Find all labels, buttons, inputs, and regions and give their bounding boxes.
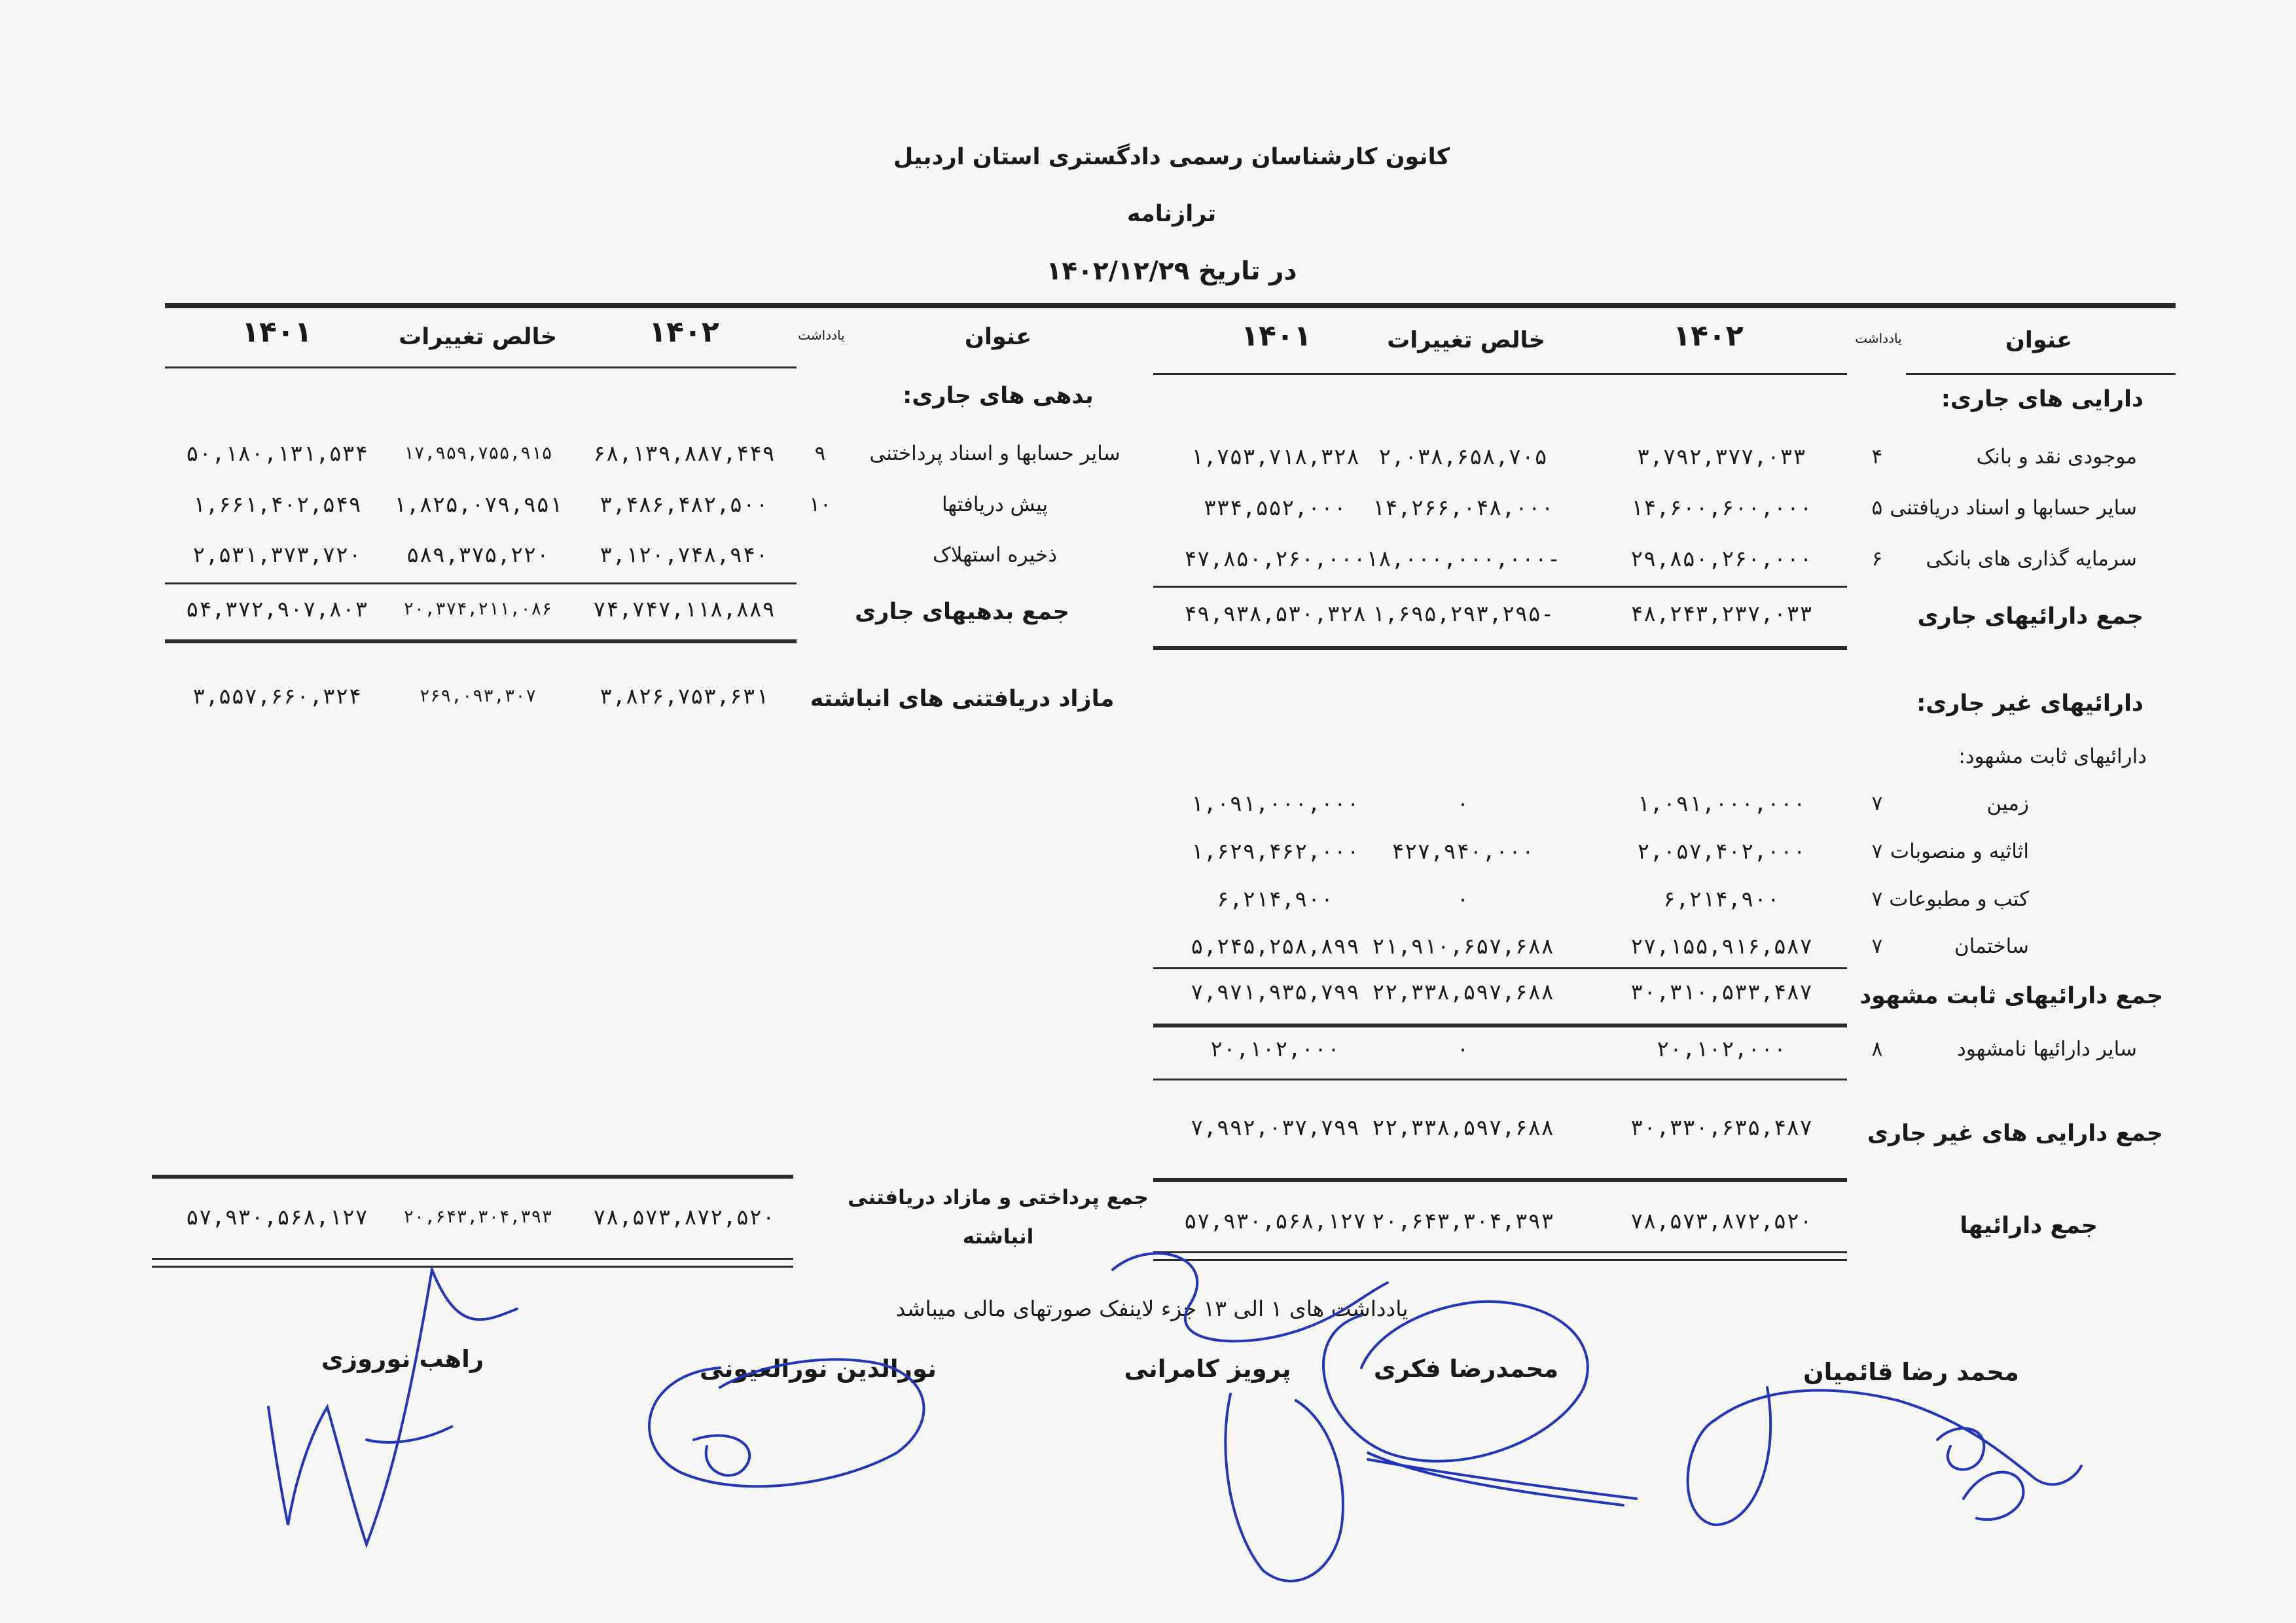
row-1402: ۱۴,۶۰۰,۶۰۰,۰۰۰ xyxy=(1630,495,1813,520)
row-note: ۷ xyxy=(1871,935,1883,958)
row-label: ذخیره استهلاک xyxy=(933,543,1057,567)
row-change: ۴۲۷,۹۴۰,۰۰۰ xyxy=(1391,838,1535,864)
total-1401: ۵۷,۹۳۰,۵۶۸,۱۲۷ xyxy=(185,1204,368,1230)
total-label: جمع پرداختی و مازاد دریافتنی xyxy=(848,1186,1149,1209)
row-change: ۰ xyxy=(1456,886,1469,912)
total-1402: ۴۸,۲۴۳,۲۳۷,۰۳۳ xyxy=(1630,601,1813,626)
row-note: ۱۰ xyxy=(809,493,831,516)
document-title: ترازنامه xyxy=(1126,201,1217,227)
assets-change-header: خالص تغییرات xyxy=(1387,327,1545,353)
total-1401: ۷,۹۹۲,۰۳۷,۷۹۹ xyxy=(1190,1115,1360,1140)
total-label-cont: انباشته xyxy=(962,1225,1034,1249)
total-change: ۲۰,۶۴۳,۳۰۴,۳۹۳ xyxy=(403,1207,552,1227)
total-change: ۲۲,۳۳۸,۵۹۷,۶۸۸ xyxy=(1371,1115,1554,1140)
row-1402: ۳,۴۸۶,۴۸۲,۵۰۰ xyxy=(599,491,769,517)
row-change: ۵۸۹,۳۷۵,۲۲۰ xyxy=(406,542,550,567)
row-label: کتب و مطبوعات xyxy=(1889,887,2029,911)
total-label: جمع دارایی های غیر جاری xyxy=(1867,1120,2163,1147)
row-change: ۲۶۹,۰۹۳,۳۰۷ xyxy=(419,686,537,706)
row-1401: ۶,۲۱۴,۹۰۰ xyxy=(1216,886,1334,912)
total-1402: ۷۸,۵۷۳,۸۷۲,۵۲۰ xyxy=(592,1204,776,1230)
signatory-name: محمد رضا قائمیان xyxy=(1803,1358,2019,1386)
total-1402: ۷۸,۵۷۳,۸۷۲,۵۲۰ xyxy=(1630,1208,1813,1234)
org-name: کانون کارشناسان رسمی دادگستری استان اردبیل xyxy=(893,144,1450,170)
row-1402: ۲,۰۵۷,۴۰۲,۰۰۰ xyxy=(1636,838,1806,864)
row-label: سایر حسابها و اسناد دریافتنی xyxy=(1890,496,2137,520)
signatory-name: محمدرضا فکری xyxy=(1373,1355,1559,1383)
row-note: ۶ xyxy=(1871,547,1883,571)
total-1402: ۷۴,۷۴۷,۱۱۸,۸۸۹ xyxy=(592,596,776,622)
row-label: مازاد دریافتنی های انباشته xyxy=(810,686,1115,712)
row-change: ۱۷,۹۵۹,۷۵۵,۹۱۵ xyxy=(403,443,552,463)
document-date: در تاریخ ۱۴۰۲/۱۲/۲۹ xyxy=(1046,257,1297,286)
row-label: ساختمان xyxy=(1954,935,2029,958)
row-label: پیش دریافتها xyxy=(941,493,1049,516)
assets-1402-header: ۱۴۰۲ xyxy=(1673,319,1744,353)
row-1402: ۳,۸۲۶,۷۵۳,۶۳۱ xyxy=(599,683,769,709)
row-note: ۸ xyxy=(1871,1037,1883,1061)
total-change: ۲۰,۳۷۴,۲۱۱,۰۸۶ xyxy=(403,599,552,619)
row-label: موجودی نقد و بانک xyxy=(1976,445,2137,469)
row-label: سایر دارائیها نامشهود xyxy=(1956,1037,2137,1061)
current-assets-heading: دارایی های جاری: xyxy=(1941,386,2144,412)
row-1401: ۳,۵۵۷,۶۶۰,۳۲۴ xyxy=(192,683,362,709)
row-note: ۷ xyxy=(1871,887,1883,911)
row-change: ۱,۸۲۵,۰۷۹,۹۵۱ xyxy=(393,491,563,517)
total-1401: ۵۴,۳۷۲,۹۰۷,۸۰۳ xyxy=(185,596,368,622)
row-1402: ۶,۲۱۴,۹۰۰ xyxy=(1662,886,1780,912)
total-change: ۲۲,۳۳۸,۵۹۷,۶۸۸ xyxy=(1371,979,1554,1005)
row-1401: ۲,۵۳۱,۳۷۳,۷۲۰ xyxy=(192,542,362,567)
row-1401: ۱,۶۲۹,۴۶۲,۰۰۰ xyxy=(1190,838,1360,864)
row-1401: ۲۰,۱۰۲,۰۰۰ xyxy=(1210,1036,1340,1061)
assets-title-header: عنوان xyxy=(2005,327,2073,353)
row-change: ۲۱,۹۱۰,۶۵۷,۶۸۸ xyxy=(1371,933,1554,959)
assets-1401-header: ۱۴۰۱ xyxy=(1241,319,1312,353)
row-1401: ۱,۶۶۱,۴۰۲,۵۴۹ xyxy=(192,491,362,517)
row-note: ۴ xyxy=(1871,445,1883,469)
signatory-name: راهب نوروزی xyxy=(321,1345,484,1373)
row-1402: ۱,۰۹۱,۰۰۰,۰۰۰ xyxy=(1636,791,1806,816)
liab-1402-header: ۱۴۰۲ xyxy=(649,315,719,349)
top-rule xyxy=(165,303,2176,308)
row-1401: ۱,۷۵۳,۷۱۸,۳۲۸ xyxy=(1190,444,1360,469)
total-label: جمع دارائیهای جاری xyxy=(1917,603,2144,630)
row-change: ۰ xyxy=(1456,791,1469,816)
signatory-name: پرویز کامرانی xyxy=(1124,1355,1291,1383)
row-1402: ۲۹,۸۵۰,۲۶۰,۰۰۰ xyxy=(1630,546,1813,571)
noncurrent-assets-heading: دارائیهای غیر جاری: xyxy=(1916,690,2144,717)
row-note: ۷ xyxy=(1871,840,1883,863)
row-1402: ۲۷,۱۵۵,۹۱۶,۵۸۷ xyxy=(1630,933,1813,959)
row-label: زمین xyxy=(1986,792,2029,815)
assets-note-header: یادداشت xyxy=(1855,330,1902,346)
row-1402: ۶۸,۱۳۹,۸۸۷,۴۴۹ xyxy=(592,440,776,466)
total-change: ۱,۶۹۵,۲۹۳,۲۹۵- xyxy=(1371,601,1554,626)
liab-title-header: عنوان xyxy=(964,324,1032,350)
liab-change-header: خالص تغییرات xyxy=(399,324,557,350)
total-1402: ۳۰,۳۱۰,۵۳۳,۴۸۷ xyxy=(1630,979,1813,1005)
row-note: ۹ xyxy=(814,442,826,465)
row-label: اثاثیه و منصوبات xyxy=(1890,840,2029,863)
total-change: ۲۰,۶۴۳,۳۰۴,۳۹۳ xyxy=(1371,1208,1554,1234)
row-1401: ۳۳۴,۵۵۲,۰۰۰ xyxy=(1203,495,1347,520)
row-1401: ۴۷,۸۵۰,۲۶۰,۰۰۰ xyxy=(1183,546,1367,571)
row-change: ۱۸,۰۰۰,۰۰۰,۰۰۰- xyxy=(1365,546,1561,571)
fixed-assets-subheading: دارائیهای ثابت مشهود: xyxy=(1958,745,2147,768)
row-change: ۱۴,۲۶۶,۰۴۸,۰۰۰ xyxy=(1371,495,1554,520)
footnote: یادداشت های ۱ الی ۱۳ جزء لاینفک صورتهای مالی میباشد xyxy=(895,1296,1408,1321)
row-1402: ۲۰,۱۰۲,۰۰۰ xyxy=(1656,1036,1787,1061)
total-label: جمع بدهیهای جاری xyxy=(855,599,1069,625)
row-1401: ۱,۰۹۱,۰۰۰,۰۰۰ xyxy=(1190,791,1360,816)
row-1401: ۵,۲۴۵,۲۵۸,۸۹۹ xyxy=(1190,933,1360,959)
total-1401: ۴۹,۹۳۸,۵۳۰,۳۲۸ xyxy=(1183,601,1367,626)
row-change: ۰ xyxy=(1456,1036,1469,1061)
row-note: ۵ xyxy=(1871,496,1883,520)
row-1402: ۳,۷۹۲,۳۷۷,۰۳۳ xyxy=(1636,444,1806,469)
row-1401: ۵۰,۱۸۰,۱۳۱,۵۳۴ xyxy=(185,440,368,466)
signatory-name: نورالدین نورالعیونی xyxy=(700,1355,937,1383)
current-liabilities-heading: بدهی های جاری: xyxy=(903,383,1094,409)
row-note: ۷ xyxy=(1871,792,1883,815)
row-label: سرمایه گذاری های بانکی xyxy=(1926,547,2137,571)
liab-1401-header: ۱۴۰۱ xyxy=(242,315,312,349)
row-change: ۲,۰۳۸,۶۵۸,۷۰۵ xyxy=(1378,444,1548,469)
liab-note-header: یادداشت xyxy=(798,327,845,343)
total-label: جمع دارائیهای ثابت مشهود xyxy=(1859,983,2163,1009)
total-1402: ۳۰,۳۳۰,۶۳۵,۴۸۷ xyxy=(1630,1115,1813,1140)
total-1401: ۵۷,۹۳۰,۵۶۸,۱۲۷ xyxy=(1183,1208,1367,1234)
row-1402: ۳,۱۲۰,۷۴۸,۹۴۰ xyxy=(599,542,769,567)
row-label: سایر حسابها و اسناد پرداختنی xyxy=(869,442,1121,465)
total-1401: ۷,۹۷۱,۹۳۵,۷۹۹ xyxy=(1190,979,1360,1005)
total-label: جمع دارائیها xyxy=(1960,1213,2098,1239)
